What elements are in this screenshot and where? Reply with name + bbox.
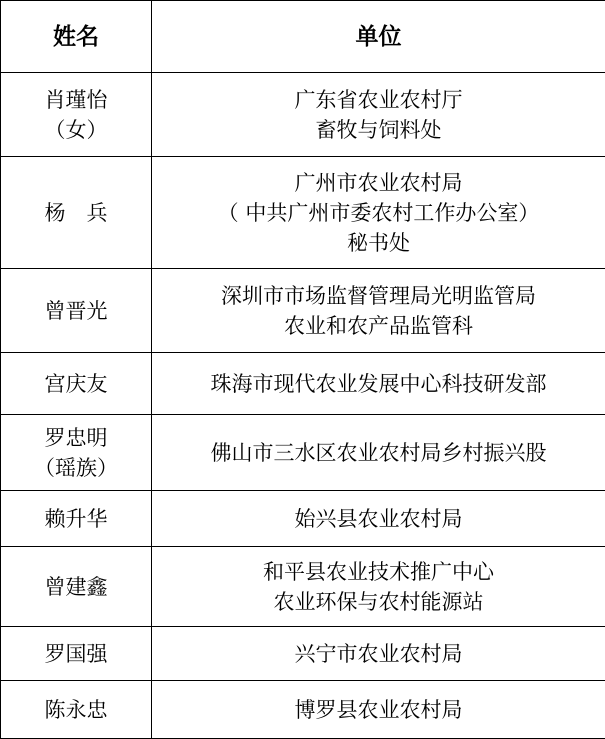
name-line: 罗忠明 (5, 423, 147, 453)
unit-cell (152, 73, 605, 157)
unit-cell (152, 157, 605, 269)
unit-line: 畜牧与饲料处 (156, 115, 601, 145)
name-line: 宫庆友 (5, 369, 147, 399)
unit-line: 秘书处 (156, 228, 601, 258)
table-row (1, 547, 605, 627)
table-row (1, 627, 605, 681)
name-line: 曾建鑫 (5, 572, 147, 602)
table-row (1, 73, 605, 157)
unit-line: 珠海市现代农业发展中心科技研发部 (156, 369, 601, 399)
unit-cell (152, 491, 605, 547)
name-line: 赖升华 (5, 504, 147, 534)
unit-cell (152, 269, 605, 353)
table-row (1, 353, 605, 415)
unit-cell (152, 547, 605, 627)
unit-line: 佛山市三水区农业农村局乡村振兴股 (156, 438, 601, 468)
name-cell (1, 415, 152, 491)
name-cell (1, 547, 152, 627)
unit-line: 博罗县农业农村局 (156, 695, 601, 725)
unit-cell (152, 415, 605, 491)
unit-line: 广东省农业农村厅 (156, 85, 601, 115)
unit-line: 兴宁市农业农村局 (156, 639, 601, 669)
unit-line: 深圳市市场监督管理局光明监管局 (156, 281, 601, 311)
name-cell (1, 627, 152, 681)
name-line: 曾晋光 (5, 296, 147, 326)
unit-line: 农业环保与农村能源站 (156, 587, 601, 617)
table-row (1, 491, 605, 547)
name-cell (1, 491, 152, 547)
table-header-row (1, 1, 605, 73)
header-name: 姓名 (1, 1, 152, 73)
name-cell (1, 157, 152, 269)
name-note: （瑶族） (5, 453, 147, 483)
unit-line: 始兴县农业农村局 (156, 504, 601, 534)
name-line: 罗国强 (5, 639, 147, 669)
name-line: 陈永忠 (5, 695, 147, 725)
unit-line: 和平县农业技术推广中心 (156, 557, 601, 587)
name-cell (1, 73, 152, 157)
table-row (1, 415, 605, 491)
unit-cell (152, 627, 605, 681)
unit-line: 广州市农业农村局 (156, 168, 601, 198)
name-cell (1, 269, 152, 353)
name-line: 杨 兵 (5, 198, 147, 228)
table-row (1, 157, 605, 269)
unit-line: （ 中共广州市委农村工作办公室） (156, 198, 601, 228)
table-row (1, 269, 605, 353)
unit-cell (152, 353, 605, 415)
header-unit: 单位 (152, 1, 605, 73)
name-cell (1, 353, 152, 415)
name-line: 肖瑾怡 (5, 85, 147, 115)
name-note: （女） (5, 115, 147, 145)
unit-line: 农业和农产品监管科 (156, 311, 601, 341)
